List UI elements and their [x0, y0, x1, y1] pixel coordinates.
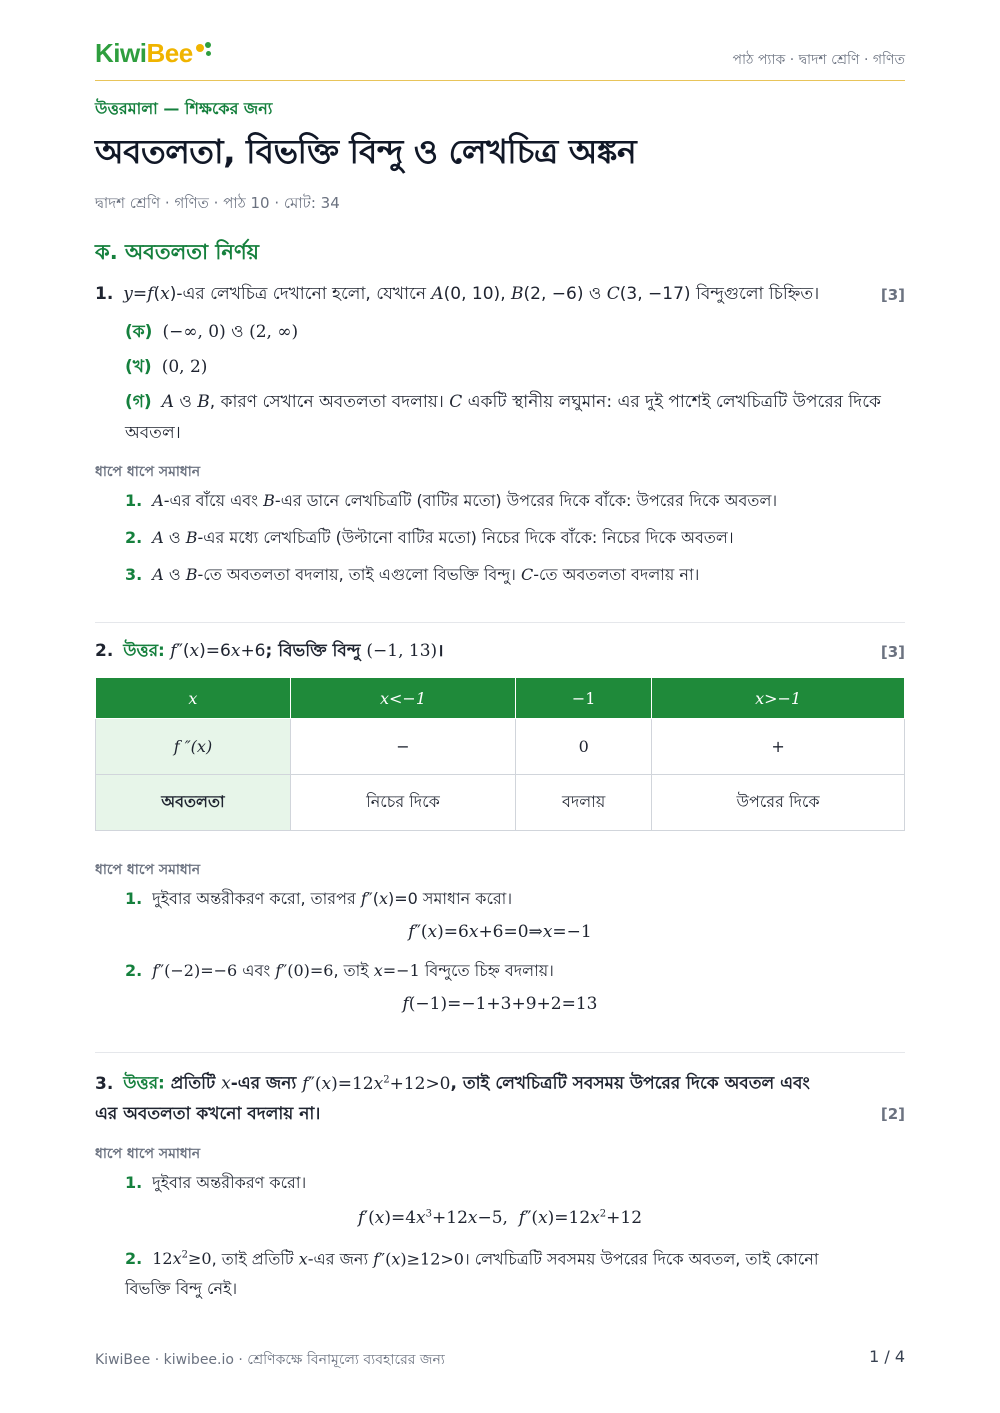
table-header-row — [96, 678, 905, 719]
solution-step: 1. দুইবার অন্তরীকরণ করো। — [125, 1173, 307, 1192]
table-cell: − — [290, 719, 515, 775]
steps-heading: ধাপে ধাপে সমাধান — [95, 464, 201, 480]
question-3: 3. উত্তর: প্রতিটি x-এর জন্য $f''(x)=12x^2+12>0$, তাই লেখচিত্রটি সবসময় উপরের দিকে অবতল এবং এর অবতলতা কখনো বদলায় না। — [95, 1073, 810, 1124]
solution-step: 2. $12x^2\ge 0$, তাই প্রতিটি x-এর জন্য f″(x)≥12>0। লেখচিত্রটি সবসময় উপরের দিকে অবতল, তাই কোনো বিভক্তি বিন্দু নেই। — [125, 1249, 819, 1299]
question-1: 1. y=f(x)-এর লেখচিত্র দেখানো হলো, যেখানে A(0, 10), B(2, −6) ও C(3, −17) বিন্দুগুলো চিহ্নিত। — [95, 284, 820, 304]
table-cell: নিচের দিকে — [290, 775, 515, 831]
answer-key-kicker: উত্তরমালা — শিক্ষকের জন্য — [95, 99, 273, 118]
row-header: f ″(x) — [96, 719, 291, 775]
table-header: x>−1 — [652, 678, 905, 719]
question-1-marks: [3] — [880, 286, 905, 304]
table-cell: উপরের দিকে — [652, 775, 905, 831]
row-header: অবতলতা — [96, 775, 291, 831]
page-footer — [95, 1348, 905, 1372]
equation: f(−1)=−1+3+9+2=13 — [402, 994, 598, 1014]
question-3-marks: [2] — [880, 1105, 905, 1123]
solution-step: 3. A ও B-তে অবতলতা বদলায়, তাই এগুলো বিভক্তি বিন্দু। C-তে অবতলতা বদলায় না। — [125, 565, 700, 584]
table-cell: + — [652, 719, 905, 775]
page-header — [95, 36, 905, 81]
page-title: অবতলতা, বিভক্তি বিন্দু ও লেখচিত্র অঙ্কন — [95, 132, 637, 171]
page-number: 1 / 4 — [869, 1347, 905, 1366]
sign-table — [95, 677, 905, 831]
table-header: x — [96, 678, 291, 719]
footer-text: KiwiBee · kiwibee.io · শ্রেণিকক্ষে বিনামূল্যে ব্যবহারের জন্য — [95, 1352, 445, 1368]
solution-step: 2. f″(−2)=−6 এবং f″(0)=6, তাই x=−1 বিন্দুতে চিহ্ন বদলায়। — [125, 961, 554, 980]
table-row — [96, 775, 905, 831]
divider — [95, 622, 905, 623]
steps-heading: ধাপে ধাপে সমাধান — [95, 1146, 201, 1162]
answer-part-ka: (ক) (−∞, 0) ও (2, ∞) — [125, 322, 299, 342]
header-breadcrumb: পাঠ প্যাক · দ্বাদশ শ্রেণি · গণিত — [732, 52, 905, 68]
question-2-marks: [3] — [880, 643, 905, 661]
answer-part-ga: (গ) A ও B, কারণ সেখানে অবতলতা বদলায়। C একটি স্থানীয় লঘুমান: এর দুই পাশেই লেখচিত্রটি উপরের দিকে অবতল। — [125, 392, 881, 443]
table-header: −1 — [516, 678, 652, 719]
solution-step: 1. দুইবার অন্তরীকরণ করো, তারপর f″(x)=0 সমাধান করো। — [125, 889, 513, 908]
solution-step: 2. A ও B-এর মধ্যে লেখচিত্রটি (উল্টানো বাটির মতো) নিচের দিকে বাঁকে: নিচের দিকে অবতল। — [125, 528, 734, 547]
divider — [95, 1052, 905, 1053]
bee-dots-icon — [196, 42, 214, 62]
equation: f″(x)=6x+6=0⇒x=−1 — [408, 922, 592, 942]
table-row — [96, 719, 905, 775]
table-header: x<−1 — [290, 678, 515, 719]
table-cell: 0 — [516, 719, 652, 775]
kiwibee-logo: KiwiBee — [95, 38, 214, 69]
page-meta: দ্বাদশ শ্রেণি · গণিত · পাঠ 10 · মোট: 34 — [95, 194, 340, 212]
table-cell: বদলায় — [516, 775, 652, 831]
solution-step: 1. A-এর বাঁয়ে এবং B-এর ডানে লেখচিত্রটি (বাটির মতো) উপরের দিকে বাঁকে: উপরের দিকে অবতল। — [125, 491, 778, 510]
answer-part-kha: (খ) (0, 2) — [125, 357, 208, 377]
section-heading: ক. অবতলতা নির্ণয় — [95, 240, 260, 264]
equation: $f'(x)=4x^3+12x-5$, $f''(x)=12x^2+12$ — [357, 1208, 643, 1228]
worksheet-page — [95, 0, 905, 1413]
steps-heading: ধাপে ধাপে সমাধান — [95, 862, 201, 878]
question-2: 2. উত্তর: f″(x)=6x+6; বিভক্তি বিন্দু (−1, 13)। — [95, 641, 444, 661]
